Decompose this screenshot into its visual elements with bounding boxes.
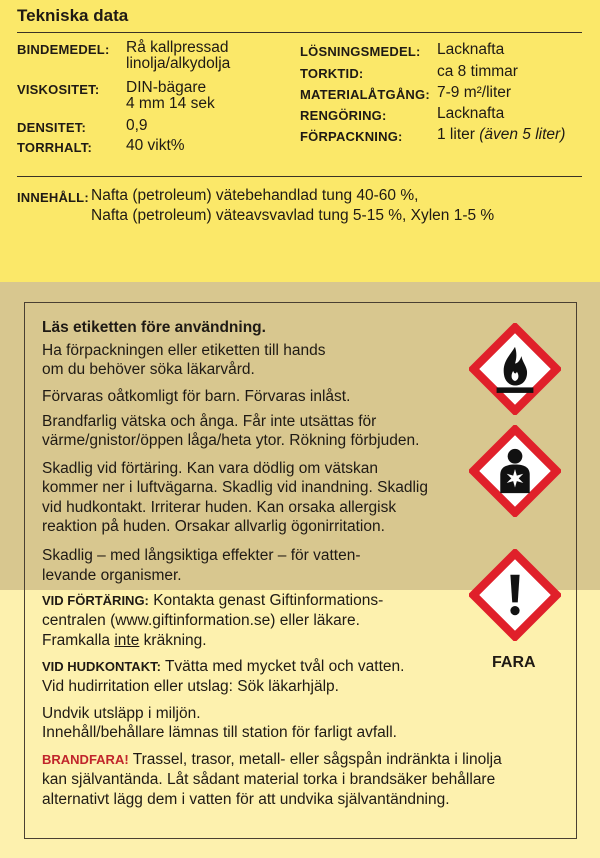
value-forpackning (437, 127, 565, 143)
skin-line1 (42, 656, 404, 678)
safety-p2: Förvaras oåtkomligt för barn. Förvaras inlåst. (42, 388, 351, 405)
ingest-label: VID FÖRTÄRING: (42, 593, 149, 608)
safety-p1-line1: Ha förpackningen eller etiketten till hands (42, 342, 326, 359)
value-forpackning-note: (även 5 liter) (479, 126, 566, 143)
health-hazard-icon (469, 425, 561, 517)
value-forpackning-main: 1 liter (437, 126, 475, 143)
label-materialatgang: MATERIALÅTGÅNG: (300, 87, 430, 102)
divider-top (17, 32, 582, 33)
value-materialatgang: 7-9 m²/liter (437, 84, 512, 101)
fire-line1 (42, 749, 502, 771)
ingest-line2: centralen (www.giftinformation.se) eller läkare. (42, 612, 360, 629)
ingest-text3a: Framkalla (42, 632, 115, 649)
contents-line-1: Nafta (petroleum) vätebehandlad tung 40-60 %, (91, 187, 419, 204)
safety-p3-line1: Brandfarlig vätska och ånga. Får inte utsättas för (42, 413, 377, 430)
fire-line3: alternativt lägg dem i vatten för att undvika självantändning. (42, 791, 450, 808)
label-bindemedel: BINDEMEDEL: (17, 42, 110, 57)
ingest-line1 (42, 590, 383, 612)
safety-p8-line2: Innehåll/behållare lämnas till station för farligt avfall. (42, 724, 397, 741)
value-torrhalt: 40 vikt% (126, 137, 185, 154)
label-viskositet: VISKOSITET: (17, 82, 100, 97)
value-rengoring: Lacknafta (437, 105, 505, 122)
divider-mid (17, 176, 582, 177)
safety-p4-line2: kommer ner i luftvägarna. Skadlig vid inandning. Skadlig (42, 479, 428, 496)
label-rengoring: RENGÖRING: (300, 108, 387, 123)
value-viskositet-2: 4 mm 14 sek (126, 95, 215, 112)
label-innehall: INNEHÅLL: (17, 190, 89, 205)
safety-p4-line3: vid hudkontakt. Irriterar huden. Kan orsaka allergisk (42, 499, 397, 516)
fire-text1: Trassel, trasor, metall- eller sågspån indränkta i linolja (128, 751, 502, 768)
ingest-text3b: kräkning. (139, 632, 207, 649)
value-bindemedel-1: Rå kallpressad (126, 39, 229, 56)
fire-line2: kan självantända. Låt sådant material torka i brandsäker behållare (42, 771, 496, 788)
signal-word: FARA (492, 654, 536, 671)
label-losningsmedel: LÖSNINGSMEDEL: (300, 44, 421, 59)
safety-p3-line2: värme/gnistor/öppen låga/heta ytor. Rökning förbjuden. (42, 432, 420, 449)
flame-icon (469, 323, 561, 415)
safety-p1-line2: om du behöver söka läkarvård. (42, 361, 255, 378)
ingest-text3-underlined: inte (114, 632, 140, 649)
safety-p5-line1: Skadlig – med långsiktiga effekter – för vatten- (42, 547, 361, 564)
label-densitet: DENSITET: (17, 120, 86, 135)
skin-label: VID HUDKONTAKT: (42, 659, 161, 674)
ingest-text1: Kontakta genast Giftinformations- (148, 592, 384, 609)
value-bindemedel-2: linolja/alkydolja (126, 55, 231, 72)
fire-label: BRANDFARA! (42, 752, 129, 767)
safety-p8-line1: Undvik utsläpp i miljön. (42, 705, 201, 722)
skin-line2: Vid hudirritation eller utslag: Sök läkarhjälp. (42, 678, 339, 695)
safety-heading: Läs etiketten före användning. (42, 319, 266, 336)
value-viskositet-1: DIN-bägare (126, 79, 207, 96)
safety-p4-line4: reaktion på huden. Orsakar allvarlig ögonirritation. (42, 518, 385, 535)
value-torktid: ca 8 timmar (437, 63, 518, 80)
exclamation-icon (469, 549, 561, 641)
contents-line-2: Nafta (petroleum) väteavsvavlad tung 5-15 %, Xylen 1-5 % (91, 207, 495, 224)
safety-p4-line1: Skadlig vid förtäring. Kan vara dödlig om vätskan (42, 460, 379, 477)
label-torrhalt: TORRHALT: (17, 140, 92, 155)
section-title: Tekniska data (17, 6, 129, 25)
value-losningsmedel: Lacknafta (437, 41, 505, 58)
value-densitet: 0,9 (126, 117, 148, 134)
skin-text1: Tvätta med mycket tvål och vatten. (160, 658, 405, 675)
ingest-line3 (42, 630, 207, 652)
label-torktid: TORKTID: (300, 66, 364, 81)
safety-p5-line2: levande organismer. (42, 567, 182, 584)
label-forpackning: FÖRPACKNING: (300, 129, 403, 144)
